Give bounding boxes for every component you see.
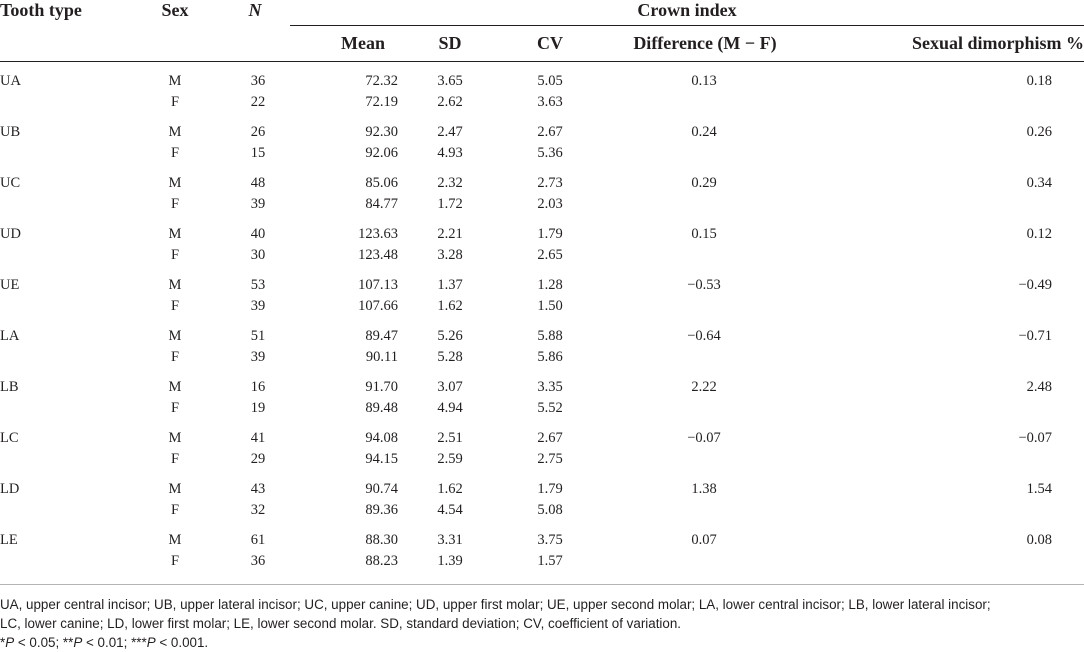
header-sexual-dimorphism: Sexual dimorphism % <box>800 26 1084 62</box>
cell-tooth-type: UA <box>0 73 21 89</box>
cell-mean: 92.30 <box>365 124 398 140</box>
cell-mean: 84.77 <box>365 196 398 212</box>
cell-sd: 3.07 <box>437 379 463 395</box>
cell-sex: F <box>170 502 180 518</box>
sig1-star: * <box>0 635 6 650</box>
cell-sd: 1.37 <box>437 277 463 293</box>
cell-empty <box>800 243 1084 264</box>
table-row <box>0 273 1084 294</box>
cell-sd: 1.62 <box>437 481 463 497</box>
table-row <box>0 447 1084 468</box>
cell-mean: 123.63 <box>358 226 398 242</box>
table-row <box>0 192 1084 213</box>
table-row <box>0 498 1084 519</box>
cell-sex: F <box>170 94 180 110</box>
cell-cv: 1.79 <box>537 226 563 242</box>
cell-empty <box>600 549 800 570</box>
cell-n: 43 <box>250 481 266 497</box>
cell-sd: 5.26 <box>437 328 463 344</box>
cell-sexual-dimorphism: 0.12 <box>1026 226 1053 242</box>
sig1-threshold: < 0.05; <box>14 635 63 650</box>
cell-empty <box>0 243 130 264</box>
cell-sex: F <box>170 298 180 314</box>
cell-mean: 72.32 <box>365 73 398 89</box>
cell-mean: 85.06 <box>365 175 398 191</box>
cell-difference: 0.15 <box>691 226 717 242</box>
cell-cv: 2.73 <box>537 175 563 191</box>
cell-mean: 90.74 <box>365 481 398 497</box>
cell-cv: 5.88 <box>537 328 563 344</box>
cell-sd: 2.32 <box>437 175 463 191</box>
cell-n: 61 <box>250 532 266 548</box>
cell-difference: 0.07 <box>691 532 717 548</box>
cell-n: 36 <box>250 73 266 89</box>
row-spacer <box>0 111 1084 120</box>
row-spacer <box>0 213 1084 222</box>
cell-empty <box>600 243 800 264</box>
cell-tooth-type: LE <box>0 532 18 548</box>
cell-sd: 5.28 <box>437 349 463 365</box>
cell-difference: −0.53 <box>687 277 721 293</box>
cell-sd: 4.93 <box>437 145 463 161</box>
cell-n: 26 <box>250 124 266 140</box>
sig2-p: P <box>73 635 83 650</box>
cell-empty <box>0 498 130 519</box>
spacer-cell <box>0 417 1084 426</box>
cell-mean: 89.36 <box>365 502 398 518</box>
row-spacer <box>0 417 1084 426</box>
cell-cv: 2.65 <box>537 247 563 263</box>
cell-sex: F <box>170 145 180 161</box>
cell-sex: M <box>168 379 182 395</box>
cell-empty <box>800 345 1084 366</box>
cell-mean: 88.30 <box>365 532 398 548</box>
cell-difference: 2.22 <box>691 379 717 395</box>
table-row <box>0 62 1084 91</box>
table-row <box>0 141 1084 162</box>
table-row <box>0 294 1084 315</box>
cell-sexual-dimorphism: −0.49 <box>1018 277 1053 293</box>
cell-tooth-type: LB <box>0 379 19 395</box>
cell-tooth-type: UC <box>0 175 21 191</box>
row-spacer <box>0 468 1084 477</box>
table-row <box>0 171 1084 192</box>
cell-difference: −0.64 <box>687 328 721 344</box>
sig1-p: P <box>5 635 15 650</box>
header-n: N <box>248 0 262 20</box>
cell-mean: 88.23 <box>365 553 398 569</box>
table-body <box>0 62 1084 585</box>
cell-mean: 123.48 <box>358 247 398 263</box>
cell-cv: 3.35 <box>537 379 563 395</box>
footnote-abbreviations-line-1: UA, upper central incisor; UB, upper lateral incisor; UC, upper canine; UD, upper first molar; UE, upper second molar; LA, lower central incisor; LB, lower lateral incisor; <box>0 597 991 612</box>
table-row <box>0 120 1084 141</box>
cell-n: 15 <box>250 145 266 161</box>
cell-mean: 107.66 <box>358 298 398 314</box>
cell-empty <box>800 294 1084 315</box>
row-spacer <box>0 315 1084 324</box>
cell-n: 32 <box>250 502 266 518</box>
cell-mean: 94.15 <box>365 451 398 467</box>
table-row <box>0 243 1084 264</box>
cell-sd: 2.47 <box>437 124 463 140</box>
cell-empty <box>0 549 130 570</box>
cell-empty <box>800 498 1084 519</box>
cell-sex: M <box>168 124 182 140</box>
table-row <box>0 549 1084 570</box>
cell-sex: F <box>170 349 180 365</box>
cell-sd: 4.94 <box>437 400 463 416</box>
cell-cv: 1.57 <box>537 553 563 569</box>
cell-cv: 5.36 <box>537 145 563 161</box>
cell-mean: 92.06 <box>365 145 398 161</box>
cell-n: 16 <box>250 379 266 395</box>
header-cv: CV <box>500 26 600 62</box>
table-row <box>0 396 1084 417</box>
cell-n: 30 <box>250 247 266 263</box>
cell-cv: 5.05 <box>537 73 563 89</box>
cell-empty <box>600 447 800 468</box>
cell-cv: 1.50 <box>537 298 563 314</box>
cell-n: 29 <box>250 451 266 467</box>
cell-n: 39 <box>250 196 266 212</box>
sig2-threshold: < 0.01; <box>82 635 132 650</box>
table-row <box>0 90 1084 111</box>
cell-tooth-type: LA <box>0 328 20 344</box>
spacer-cell <box>0 366 1084 375</box>
header-tooth-type: Tooth type <box>0 0 82 20</box>
cell-empty <box>600 345 800 366</box>
table-row <box>0 324 1084 345</box>
spacer-cell <box>0 264 1084 273</box>
cell-sex: F <box>170 400 180 416</box>
cell-sexual-dimorphism: 0.34 <box>1026 175 1053 191</box>
cell-empty <box>0 447 130 468</box>
cell-cv: 1.28 <box>537 277 563 293</box>
cell-cv: 5.86 <box>537 349 563 365</box>
cell-mean: 89.48 <box>365 400 398 416</box>
cell-n: 19 <box>250 400 266 416</box>
cell-sd: 1.72 <box>437 196 463 212</box>
cell-empty <box>0 141 130 162</box>
cell-sex: M <box>168 430 182 446</box>
cell-n: 39 <box>250 349 266 365</box>
row-spacer <box>0 366 1084 375</box>
spacer-cell <box>0 519 1084 528</box>
cell-difference: 1.38 <box>691 481 717 497</box>
footnote-significance <box>0 633 1084 652</box>
cell-empty <box>600 294 800 315</box>
footnote-abbreviations-line-2: LC, lower canine; LD, lower first molar; LE, lower second molar. SD, standard deviation; CV, coefficient of variation. <box>0 616 682 631</box>
cell-difference: 0.13 <box>691 73 717 89</box>
cell-sex: M <box>168 277 182 293</box>
cell-empty <box>800 447 1084 468</box>
cell-sex: M <box>168 328 182 344</box>
cell-mean: 90.11 <box>365 349 398 365</box>
cell-sex: F <box>170 451 180 467</box>
cell-empty <box>600 192 800 213</box>
cell-empty <box>800 90 1084 111</box>
header-crown-index: Crown index <box>290 0 1084 26</box>
spacer-cell <box>0 570 1084 585</box>
cell-cv: 2.67 <box>537 430 563 446</box>
cell-n: 40 <box>250 226 266 242</box>
cell-sexual-dimorphism: 0.26 <box>1026 124 1053 140</box>
cell-mean: 107.13 <box>358 277 398 293</box>
row-spacer <box>0 162 1084 171</box>
cell-cv: 2.75 <box>537 451 563 467</box>
cell-sex: M <box>168 532 182 548</box>
cell-cv: 5.52 <box>537 400 563 416</box>
table-row <box>0 477 1084 498</box>
cell-empty <box>600 498 800 519</box>
cell-n: 36 <box>250 553 266 569</box>
cell-cv: 3.63 <box>537 94 563 110</box>
cell-empty <box>800 192 1084 213</box>
cell-cv: 2.03 <box>537 196 563 212</box>
cell-sexual-dimorphism: −0.71 <box>1018 328 1053 344</box>
sig3-p: P <box>146 635 156 650</box>
cell-n: 53 <box>250 277 266 293</box>
cell-empty <box>0 396 130 417</box>
table-row <box>0 345 1084 366</box>
row-spacer <box>0 570 1084 585</box>
cell-mean: 72.19 <box>365 94 398 110</box>
cell-sd: 1.39 <box>437 553 463 569</box>
cell-sex: F <box>170 247 180 263</box>
cell-empty <box>800 141 1084 162</box>
sig2-star: ** <box>62 635 74 650</box>
cell-mean: 89.47 <box>365 328 398 344</box>
header-sd: SD <box>400 26 500 62</box>
cell-empty <box>800 549 1084 570</box>
header-difference: Difference (M − F) <box>600 26 800 62</box>
sig3-star: *** <box>131 635 147 650</box>
row-spacer <box>0 519 1084 528</box>
cell-sd: 2.21 <box>437 226 463 242</box>
cell-sexual-dimorphism: 0.08 <box>1026 532 1053 548</box>
spacer-cell <box>0 213 1084 222</box>
cell-sexual-dimorphism: 0.18 <box>1026 73 1053 89</box>
sig3-threshold: < 0.001. <box>155 635 209 650</box>
cell-empty <box>600 90 800 111</box>
cell-sex: M <box>168 175 182 191</box>
cell-tooth-type: LD <box>0 481 20 497</box>
cell-n: 22 <box>250 94 266 110</box>
table-row <box>0 528 1084 549</box>
cell-cv: 3.75 <box>537 532 563 548</box>
table-row <box>0 222 1084 243</box>
cell-sexual-dimorphism: −0.07 <box>1018 430 1053 446</box>
cell-difference: 0.29 <box>691 175 717 191</box>
cell-difference: 0.24 <box>691 124 717 140</box>
cell-tooth-type: UE <box>0 277 20 293</box>
table-row <box>0 375 1084 396</box>
cell-empty <box>0 90 130 111</box>
cell-n: 41 <box>250 430 266 446</box>
header-sex: Sex <box>161 0 189 20</box>
cell-sd: 3.65 <box>437 73 463 89</box>
cell-sex: F <box>170 196 180 212</box>
cell-sd: 3.28 <box>437 247 463 263</box>
spacer-cell <box>0 162 1084 171</box>
table-row <box>0 426 1084 447</box>
cell-cv: 1.79 <box>537 481 563 497</box>
cell-sex: F <box>170 553 180 569</box>
table-footnote <box>0 595 1084 652</box>
cell-empty <box>800 396 1084 417</box>
cell-empty <box>600 396 800 417</box>
cell-n: 48 <box>250 175 266 191</box>
cell-mean: 91.70 <box>365 379 398 395</box>
cell-n: 39 <box>250 298 266 314</box>
table-header <box>0 0 1084 62</box>
cell-sexual-dimorphism: 1.54 <box>1026 481 1053 497</box>
cell-tooth-type: LC <box>0 430 19 446</box>
cell-sd: 2.51 <box>437 430 463 446</box>
cell-empty <box>0 345 130 366</box>
cell-difference: −0.07 <box>687 430 721 446</box>
cell-tooth-type: UB <box>0 124 21 140</box>
cell-sd: 3.31 <box>437 532 463 548</box>
cell-empty <box>0 192 130 213</box>
cell-sexual-dimorphism: 2.48 <box>1026 379 1053 395</box>
spacer-cell <box>0 468 1084 477</box>
cell-sex: M <box>168 73 182 89</box>
spacer-cell <box>0 111 1084 120</box>
cell-mean: 94.08 <box>365 430 398 446</box>
cell-empty <box>0 294 130 315</box>
cell-sex: M <box>168 481 182 497</box>
cell-sex: M <box>168 226 182 242</box>
cell-tooth-type: UD <box>0 226 21 242</box>
cell-n: 51 <box>250 328 266 344</box>
header-mean: Mean <box>290 26 400 62</box>
cell-cv: 2.67 <box>537 124 563 140</box>
cell-sd: 4.54 <box>437 502 463 518</box>
row-spacer <box>0 264 1084 273</box>
cell-sd: 2.59 <box>437 451 463 467</box>
cell-empty <box>600 141 800 162</box>
cell-sd: 2.62 <box>437 94 463 110</box>
cell-cv: 5.08 <box>537 502 563 518</box>
spacer-cell <box>0 315 1084 324</box>
cell-sd: 1.62 <box>437 298 463 314</box>
